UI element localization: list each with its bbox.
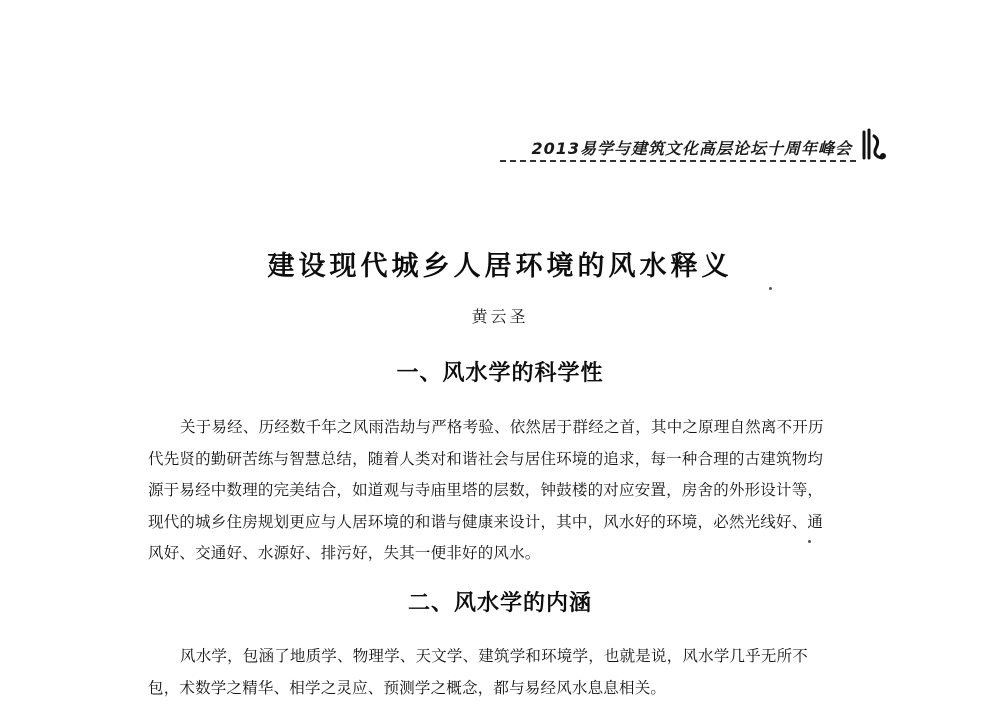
paragraph-line: 风好、交通好、水源好、排污好，失其一便非好的风水。 [148, 538, 864, 570]
running-header-title: 2013易学与建筑文化高层论坛十周年峰会 [500, 136, 852, 159]
conference-logo-icon [856, 126, 888, 162]
paragraph-line: 包，术数学之精华、相学之灵应、预测学之概念，都与易经风水息息相关。 [148, 673, 864, 704]
paragraph-line: 源于易经中数理的完美结合，如道观与寺庙里塔的层数，钟鼓楼的对应安置，房舍的外形设计等， [148, 475, 864, 507]
section-2-paragraph [148, 641, 864, 704]
header-dashed-rule [500, 160, 856, 162]
scan-speck [808, 540, 811, 543]
section-1-paragraph [148, 412, 864, 570]
paragraph-line: 现代的城乡住房规划更应与人居环境的和谐与健康来设计，其中，风水好的环境，必然光线好、通 [148, 507, 864, 539]
scan-speck [769, 287, 772, 290]
article-author: 黄云圣 [0, 304, 1000, 327]
article-title: 建设现代城乡人居环境的风水释义 [0, 244, 1000, 283]
paragraph-line: 代先贤的勤研苦练与智慧总结，随着人类对和谐社会与居住环境的追求，每一种合理的古建筑物均 [148, 444, 864, 476]
paragraph-line: 风水学，包涵了地质学、物理学、天文学、建筑学和环境学，也就是说，风水学几乎无所不 [148, 641, 864, 673]
section-heading-1: 一、风水学的科学性 [0, 356, 1000, 387]
paragraph-line: 关于易经、历经数千年之风雨浩劫与严格考验、依然居于群经之首，其中之原理自然离不开历 [148, 412, 864, 444]
section-heading-2: 二、风水学的内涵 [0, 586, 1000, 617]
